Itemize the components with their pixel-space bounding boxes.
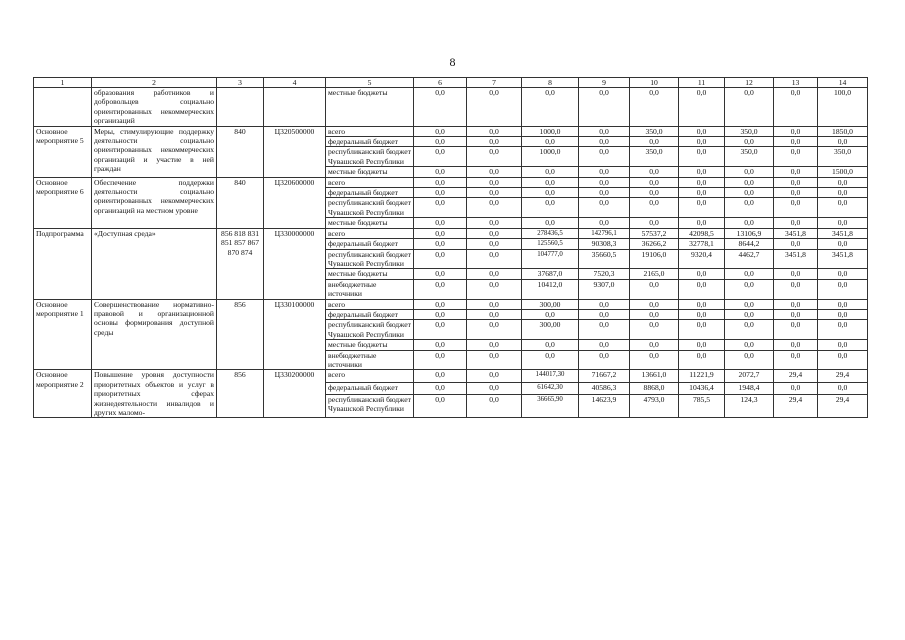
funding-source-cell: местные бюджеты — [326, 167, 414, 177]
grbs-code-cell: 856 818 831 851 857 867 870 874 — [217, 228, 264, 299]
value-cell: 0,0 — [725, 137, 774, 147]
event-type-cell: Основное мероприятие 1 — [34, 299, 92, 370]
value-cell: 124,3 — [725, 394, 774, 417]
value-cell: 0,0 — [725, 188, 774, 198]
value-cell: 0,0 — [522, 177, 579, 187]
value-cell: 350,0 — [818, 147, 868, 167]
column-number: 11 — [679, 78, 725, 88]
value-cell: 0,0 — [774, 340, 818, 350]
value-cell: 0,0 — [818, 198, 868, 218]
value-cell: 0,0 — [414, 228, 467, 238]
value-cell: 0,0 — [522, 309, 579, 319]
column-number: 6 — [414, 78, 467, 88]
value-cell: 0,0 — [414, 309, 467, 319]
value-cell: 3451,8 — [818, 228, 868, 238]
value-cell: 0,0 — [467, 279, 522, 299]
value-cell: 0,0 — [579, 198, 630, 218]
value-cell: 0,0 — [818, 239, 868, 249]
value-cell: 0,0 — [414, 167, 467, 177]
column-number: 5 — [326, 78, 414, 88]
event-name-cell: Повышение уровня доступности приоритетных объектов и услуг в приоритетных сферах жизнедеятельности инвалидов и других маломо- — [92, 370, 217, 418]
funding-source-cell: всего — [326, 299, 414, 309]
value-cell: 350,0 — [725, 147, 774, 167]
value-cell: 0,0 — [579, 188, 630, 198]
event-type-cell: Основное мероприятие 5 — [34, 126, 92, 177]
value-cell: 3451,8 — [774, 249, 818, 269]
value-cell: 0,0 — [818, 382, 868, 394]
event-name-cell: Обеспечение поддержки деятельности социально ориентированных некоммерческих организаций на местном уровне — [92, 177, 217, 228]
column-number-row — [34, 78, 868, 88]
value-cell: 0,0 — [774, 269, 818, 279]
value-cell: 35660,5 — [579, 249, 630, 269]
value-cell: 29,4 — [774, 370, 818, 382]
value-cell: 0,0 — [467, 394, 522, 417]
value-cell: 0,0 — [818, 340, 868, 350]
funding-source-cell: республиканский бюджет Чувашской Республики — [326, 198, 414, 218]
value-cell: 1000,0 — [522, 126, 579, 136]
value-cell: 0,0 — [467, 167, 522, 177]
column-number: 4 — [264, 78, 326, 88]
value-cell: 37687,0 — [522, 269, 579, 279]
value-cell: 0,0 — [467, 177, 522, 187]
value-cell: 7520,3 — [579, 269, 630, 279]
target-code-cell: Ц320500000 — [264, 126, 326, 177]
value-cell: 3451,8 — [818, 249, 868, 269]
funding-source-cell: республиканский бюджет Чувашской Республики — [326, 249, 414, 269]
value-cell: 0,0 — [725, 218, 774, 228]
funding-source-cell: всего — [326, 370, 414, 382]
value-cell: 0,0 — [725, 340, 774, 350]
table-row — [34, 228, 868, 238]
value-cell: 0,0 — [725, 177, 774, 187]
value-cell: 0,0 — [725, 279, 774, 299]
value-cell: 0,0 — [774, 279, 818, 299]
value-cell: 0,0 — [414, 299, 467, 309]
grbs-code-cell: 856 — [217, 299, 264, 370]
value-cell: 0,0 — [725, 309, 774, 319]
value-cell: 0,0 — [414, 198, 467, 218]
value-cell: 785,5 — [679, 394, 725, 417]
table-row — [34, 88, 868, 127]
value-cell: 0,0 — [467, 228, 522, 238]
value-cell: 0,0 — [414, 340, 467, 350]
value-cell: 0,0 — [630, 279, 679, 299]
value-cell: 144017,30 — [522, 370, 579, 382]
value-cell: 0,0 — [679, 167, 725, 177]
event-type-cell: Подпрограмма — [34, 228, 92, 299]
funding-source-cell: внебюджетные источники — [326, 279, 414, 299]
value-cell: 0,0 — [579, 309, 630, 319]
value-cell: 0,0 — [679, 218, 725, 228]
value-cell: 0,0 — [818, 350, 868, 370]
value-cell: 0,0 — [414, 320, 467, 340]
value-cell: 0,0 — [679, 350, 725, 370]
value-cell: 0,0 — [774, 88, 818, 127]
funding-source-cell: федеральный бюджет — [326, 239, 414, 249]
table-body — [34, 88, 868, 418]
value-cell: 0,0 — [522, 340, 579, 350]
value-cell: 29,4 — [818, 394, 868, 417]
value-cell: 29,4 — [774, 394, 818, 417]
target-code-cell: Ц330000000 — [264, 228, 326, 299]
event-type-cell: Основное мероприятие 2 — [34, 370, 92, 418]
value-cell: 9320,4 — [679, 249, 725, 269]
value-cell: 0,0 — [774, 198, 818, 218]
value-cell: 125560,5 — [522, 239, 579, 249]
funding-source-cell: республиканский бюджет Чувашской Республики — [326, 320, 414, 340]
value-cell: 0,0 — [414, 239, 467, 249]
value-cell: 0,0 — [522, 137, 579, 147]
grbs-code-cell: 856 — [217, 370, 264, 418]
value-cell: 1500,0 — [818, 167, 868, 177]
value-cell: 0,0 — [774, 320, 818, 340]
value-cell: 0,0 — [774, 147, 818, 167]
column-number: 7 — [467, 78, 522, 88]
value-cell: 0,0 — [579, 88, 630, 127]
funding-source-cell: федеральный бюджет — [326, 188, 414, 198]
value-cell: 0,0 — [725, 299, 774, 309]
value-cell: 0,0 — [630, 188, 679, 198]
value-cell: 11221,9 — [679, 370, 725, 382]
page-number: 8 — [449, 55, 456, 69]
value-cell: 0,0 — [579, 167, 630, 177]
value-cell: 0,0 — [679, 340, 725, 350]
value-cell: 0,0 — [414, 279, 467, 299]
event-name-cell: образования работников и добровольцев социально ориентированных некоммерческих организаций — [92, 88, 217, 127]
value-cell: 0,0 — [774, 137, 818, 147]
table-row — [34, 177, 868, 187]
value-cell: 0,0 — [522, 167, 579, 177]
value-cell: 0,0 — [774, 309, 818, 319]
value-cell: 0,0 — [679, 320, 725, 340]
value-cell: 0,0 — [679, 88, 725, 127]
value-cell: 0,0 — [630, 198, 679, 218]
value-cell: 13661,0 — [630, 370, 679, 382]
value-cell: 0,0 — [579, 126, 630, 136]
value-cell: 14623,9 — [579, 394, 630, 417]
value-cell: 0,0 — [467, 309, 522, 319]
funding-source-cell: всего — [326, 177, 414, 187]
value-cell: 0,0 — [467, 299, 522, 309]
value-cell: 0,0 — [579, 177, 630, 187]
value-cell: 0,0 — [725, 167, 774, 177]
value-cell: 0,0 — [579, 350, 630, 370]
value-cell: 0,0 — [467, 88, 522, 127]
value-cell: 0,0 — [818, 188, 868, 198]
value-cell: 8644,2 — [725, 239, 774, 249]
value-cell: 0,0 — [725, 198, 774, 218]
value-cell: 0,0 — [579, 218, 630, 228]
value-cell: 32778,1 — [679, 239, 725, 249]
value-cell: 0,0 — [414, 218, 467, 228]
value-cell: 1850,0 — [818, 126, 868, 136]
value-cell: 9307,0 — [579, 279, 630, 299]
value-cell: 90308,3 — [579, 239, 630, 249]
value-cell: 0,0 — [467, 188, 522, 198]
value-cell: 0,0 — [818, 279, 868, 299]
value-cell: 4462,7 — [725, 249, 774, 269]
value-cell: 0,0 — [467, 382, 522, 394]
value-cell: 0,0 — [818, 320, 868, 340]
value-cell: 0,0 — [725, 350, 774, 370]
event-name-cell: Меры, стимулирующие поддержку деятельности социально ориентированных некоммерческих организаций и участие в ней граждан — [92, 126, 217, 177]
value-cell: 0,0 — [679, 299, 725, 309]
value-cell: 0,0 — [522, 198, 579, 218]
value-cell: 0,0 — [467, 350, 522, 370]
value-cell: 0,0 — [774, 218, 818, 228]
value-cell: 300,00 — [522, 299, 579, 309]
value-cell: 0,0 — [579, 340, 630, 350]
value-cell: 0,0 — [818, 137, 868, 147]
value-cell: 0,0 — [467, 218, 522, 228]
value-cell: 0,0 — [414, 147, 467, 167]
value-cell: 0,0 — [579, 320, 630, 340]
value-cell: 0,0 — [522, 188, 579, 198]
value-cell: 0,0 — [630, 299, 679, 309]
funding-source-cell: федеральный бюджет — [326, 382, 414, 394]
value-cell: 0,0 — [630, 218, 679, 228]
value-cell: 1000,0 — [522, 147, 579, 167]
value-cell: 0,0 — [725, 269, 774, 279]
value-cell: 0,0 — [414, 370, 467, 382]
value-cell: 0,0 — [467, 269, 522, 279]
value-cell: 0,0 — [774, 177, 818, 187]
value-cell: 4793,0 — [630, 394, 679, 417]
value-cell: 350,0 — [630, 147, 679, 167]
funding-source-cell: местные бюджеты — [326, 218, 414, 228]
value-cell: 0,0 — [522, 88, 579, 127]
value-cell: 0,0 — [630, 88, 679, 127]
value-cell: 61642,30 — [522, 382, 579, 394]
value-cell: 0,0 — [467, 147, 522, 167]
value-cell: 0,0 — [679, 137, 725, 147]
value-cell: 0,0 — [630, 137, 679, 147]
value-cell: 0,0 — [579, 147, 630, 167]
value-cell: 300,00 — [522, 320, 579, 340]
value-cell: 10436,4 — [679, 382, 725, 394]
value-cell: 0,0 — [818, 218, 868, 228]
value-cell: 0,0 — [414, 177, 467, 187]
funding-source-cell: местные бюджеты — [326, 269, 414, 279]
value-cell: 0,0 — [467, 198, 522, 218]
value-cell: 2165,0 — [630, 269, 679, 279]
column-number: 10 — [630, 78, 679, 88]
value-cell: 0,0 — [414, 394, 467, 417]
value-cell: 0,0 — [467, 340, 522, 350]
value-cell: 0,0 — [414, 137, 467, 147]
grbs-code-cell: 840 — [217, 177, 264, 228]
value-cell: 0,0 — [630, 320, 679, 340]
column-number: 13 — [774, 78, 818, 88]
value-cell: 0,0 — [630, 177, 679, 187]
value-cell: 0,0 — [774, 239, 818, 249]
value-cell: 0,0 — [679, 177, 725, 187]
value-cell: 0,0 — [679, 269, 725, 279]
value-cell: 0,0 — [818, 299, 868, 309]
event-type-cell: Основное мероприятие 6 — [34, 177, 92, 228]
value-cell: 0,0 — [725, 88, 774, 127]
column-number: 3 — [217, 78, 264, 88]
column-number: 1 — [34, 78, 92, 88]
value-cell: 36665,90 — [522, 394, 579, 417]
value-cell: 0,0 — [818, 177, 868, 187]
value-cell: 0,0 — [679, 279, 725, 299]
column-number: 14 — [818, 78, 868, 88]
value-cell: 0,0 — [522, 350, 579, 370]
value-cell: 0,0 — [467, 320, 522, 340]
funding-source-cell: федеральный бюджет — [326, 309, 414, 319]
value-cell: 0,0 — [774, 299, 818, 309]
target-code-cell: Ц330100000 — [264, 299, 326, 370]
grbs-code-cell — [217, 88, 264, 127]
value-cell: 0,0 — [818, 269, 868, 279]
event-name-cell: Совершенствование нормативно-правовой и организационной основы формирования доступной среды — [92, 299, 217, 370]
value-cell: 100,0 — [818, 88, 868, 127]
event-name-cell: «Доступная среда» — [92, 228, 217, 299]
funding-source-cell: республиканский бюджет Чувашской Республики — [326, 394, 414, 417]
value-cell: 0,0 — [414, 350, 467, 370]
event-type-cell — [34, 88, 92, 127]
value-cell: 0,0 — [414, 188, 467, 198]
column-number: 9 — [579, 78, 630, 88]
value-cell: 0,0 — [679, 126, 725, 136]
value-cell: 10412,0 — [522, 279, 579, 299]
value-cell: 0,0 — [679, 309, 725, 319]
value-cell: 0,0 — [579, 299, 630, 309]
value-cell: 2072,7 — [725, 370, 774, 382]
value-cell: 0,0 — [467, 137, 522, 147]
value-cell: 40586,3 — [579, 382, 630, 394]
value-cell: 0,0 — [579, 137, 630, 147]
value-cell: 350,0 — [630, 126, 679, 136]
target-code-cell — [264, 88, 326, 127]
funding-source-cell: местные бюджеты — [326, 340, 414, 350]
value-cell: 0,0 — [679, 198, 725, 218]
value-cell: 57537,2 — [630, 228, 679, 238]
value-cell: 8868,0 — [630, 382, 679, 394]
value-cell: 0,0 — [630, 350, 679, 370]
value-cell: 0,0 — [630, 167, 679, 177]
value-cell: 0,0 — [679, 188, 725, 198]
value-cell: 104777,0 — [522, 249, 579, 269]
value-cell: 0,0 — [774, 382, 818, 394]
value-cell: 0,0 — [774, 188, 818, 198]
value-cell: 0,0 — [414, 382, 467, 394]
value-cell: 0,0 — [774, 350, 818, 370]
funding-source-cell: местные бюджеты — [326, 88, 414, 127]
funding-source-cell: республиканский бюджет Чувашской Республики — [326, 147, 414, 167]
value-cell: 0,0 — [818, 309, 868, 319]
column-number: 12 — [725, 78, 774, 88]
value-cell: 13106,9 — [725, 228, 774, 238]
funding-source-cell: всего — [326, 126, 414, 136]
budget-table — [33, 77, 868, 418]
value-cell: 0,0 — [630, 309, 679, 319]
target-code-cell: Ц330200000 — [264, 370, 326, 418]
grbs-code-cell: 840 — [217, 126, 264, 177]
target-code-cell: Ц320600000 — [264, 177, 326, 228]
value-cell: 0,0 — [414, 126, 467, 136]
value-cell: 350,0 — [725, 126, 774, 136]
value-cell: 0,0 — [679, 147, 725, 167]
value-cell: 0,0 — [414, 249, 467, 269]
value-cell: 19106,0 — [630, 249, 679, 269]
value-cell: 0,0 — [774, 167, 818, 177]
value-cell: 0,0 — [467, 239, 522, 249]
value-cell: 0,0 — [522, 218, 579, 228]
value-cell: 36266,2 — [630, 239, 679, 249]
value-cell: 0,0 — [414, 88, 467, 127]
funding-source-cell: внебюджетные источники — [326, 350, 414, 370]
value-cell: 0,0 — [774, 126, 818, 136]
value-cell: 0,0 — [467, 126, 522, 136]
value-cell: 29,4 — [818, 370, 868, 382]
table-row — [34, 126, 868, 136]
value-cell: 3451,8 — [774, 228, 818, 238]
value-cell: 71667,2 — [579, 370, 630, 382]
value-cell: 0,0 — [467, 249, 522, 269]
table-row — [34, 299, 868, 309]
funding-source-cell: всего — [326, 228, 414, 238]
value-cell: 0,0 — [630, 340, 679, 350]
funding-source-cell: федеральный бюджет — [326, 137, 414, 147]
value-cell: 0,0 — [414, 269, 467, 279]
value-cell: 0,0 — [467, 370, 522, 382]
table-row — [34, 370, 868, 382]
value-cell: 1948,4 — [725, 382, 774, 394]
value-cell: 0,0 — [725, 320, 774, 340]
value-cell: 278436,5 — [522, 228, 579, 238]
column-number: 2 — [92, 78, 217, 88]
value-cell: 42098,5 — [679, 228, 725, 238]
column-number: 8 — [522, 78, 579, 88]
value-cell: 142796,1 — [579, 228, 630, 238]
